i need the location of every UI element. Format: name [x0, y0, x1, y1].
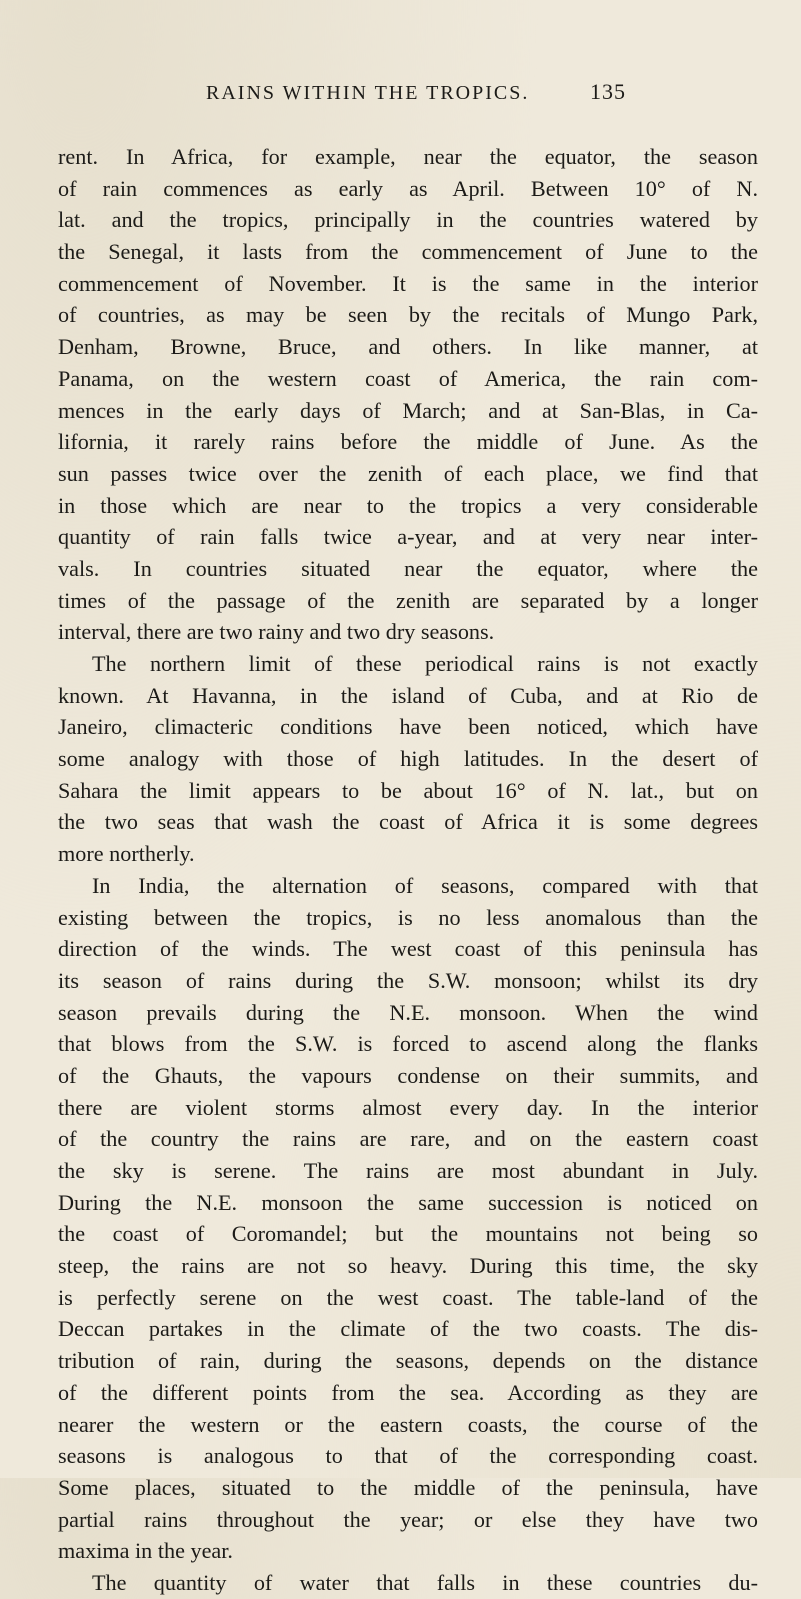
text-line: that blows from the S.W. is forced to ascend along the flanks — [58, 1031, 758, 1057]
paragraph-start-line: In India, the alternation of seasons, compared with that — [92, 872, 758, 898]
text-line: of rain commences as early as April. Between 10° of N. — [58, 175, 758, 201]
text-line: rent. In Africa, for example, near the equator, the season — [58, 144, 758, 169]
text-line: of countries, as may be seen by the recitals of Mungo Park, — [58, 302, 758, 328]
text-line: some analogy with those of high latitudes. In the desert of — [58, 746, 758, 772]
text-line: the coast of Coromandel; but the mountains not being so — [58, 1221, 758, 1247]
text-line: tribution of rain, during the seasons, depends on the distance — [58, 1348, 758, 1374]
text-line: nearer the western or the eastern coasts, the course of the — [58, 1411, 758, 1437]
text-line: partial rains throughout the year; or else they have two — [58, 1506, 758, 1532]
paragraph-start-line: The northern limit of these periodical rains is not exactly — [92, 651, 758, 676]
text-line: lat. and the tropics, principally in the countries watered by — [58, 207, 758, 233]
text-line: of the different points from the sea. According as they are — [58, 1379, 758, 1405]
text-line: seasons is analogous to that of the corresponding coast. — [58, 1443, 758, 1469]
text-line: the Senegal, it lasts from the commencement of June to the — [58, 239, 758, 265]
text-line: is perfectly serene on the west coast. The table-land of the — [58, 1284, 758, 1310]
text-line: times of the passage of the zenith are separated by a longer — [58, 587, 758, 613]
text-line: Deccan partakes in the climate of the two coasts. The dis- — [58, 1316, 758, 1342]
text-line: the sky is serene. The rains are most abundant in July. — [58, 1158, 758, 1183]
text-line: vals. In countries situated near the equator, where the — [58, 555, 758, 581]
text-line: of the Ghauts, the vapours condense on their summits, and — [58, 1062, 758, 1088]
body-text — [58, 141, 758, 1599]
text-line: sun passes twice over the zenith of each place, we find that — [58, 460, 758, 486]
text-line: Sahara the limit appears to be about 16° of N. lat., but on — [58, 777, 758, 803]
text-line: in those which are near to the tropics a very considerable — [58, 492, 758, 518]
text-line: Some places, situated to the middle of the peninsula, have — [58, 1474, 758, 1500]
text-line: its season of rains during the S.W. monsoon; whilst its dry — [58, 967, 758, 993]
text-line: of the country the rains are rare, and on the eastern coast — [58, 1126, 758, 1152]
text-line: Panama, on the western coast of America, the rain com- — [58, 365, 758, 391]
page-number: 135 — [590, 79, 626, 104]
paragraph-end-line: interval, there are two rainy and two dry seasons. — [58, 619, 495, 645]
text-line: quantity of rain falls twice a-year, and at very near inter- — [58, 524, 758, 550]
text-line: Denham, Browne, Bruce, and others. In like manner, at — [58, 334, 758, 360]
text-line: direction of the winds. The west coast of this peninsula has — [58, 936, 758, 962]
text-line: there are violent storms almost every day. In the interior — [58, 1094, 758, 1120]
text-line: mences in the early days of March; and at San-Blas, in Ca- — [58, 397, 758, 423]
text-line: known. At Havanna, in the island of Cuba, and at Rio de — [58, 682, 758, 708]
paragraph-start-line: The quantity of water that falls in these countries du- — [92, 1569, 758, 1595]
running-head: RAINS WITHIN THE TROPICS. — [206, 82, 530, 104]
text-line: Janeiro, climacteric conditions have been noticed, which have — [58, 714, 758, 740]
text-line: lifornia, it rarely rains before the middle of June. As the — [58, 429, 758, 455]
text-line: the two seas that wash the coast of Africa it is some degrees — [58, 809, 758, 835]
page-header — [178, 79, 678, 112]
paragraph-end-line: maxima in the year. — [58, 1538, 233, 1564]
text-line: commencement of November. It is the same in the interior — [58, 270, 758, 296]
text-line: During the N.E. monsoon the same succession is noticed on — [58, 1189, 758, 1215]
paragraph-end-line: more northerly. — [58, 841, 195, 867]
text-line: season prevails during the N.E. monsoon. When the wind — [58, 999, 758, 1025]
text-line: steep, the rains are not so heavy. During this time, the sky — [58, 1253, 758, 1279]
text-line: existing between the tropics, is no less anomalous than the — [58, 904, 758, 930]
